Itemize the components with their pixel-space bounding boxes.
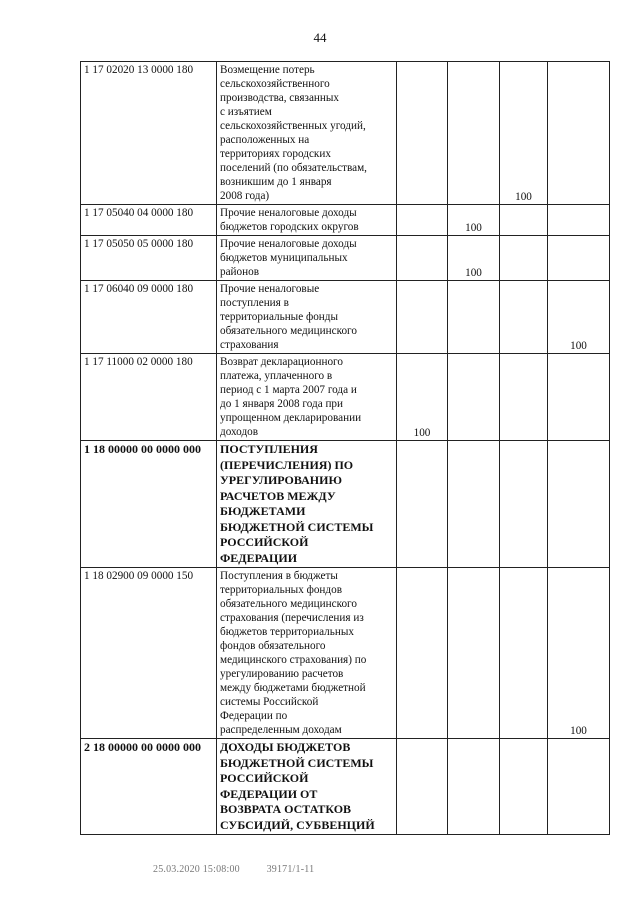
table-row [81,236,610,281]
value-cell-2 [448,354,500,441]
budget-code: 1 18 02900 09 0000 150 [81,568,217,739]
footer-doc-id: 39171/1-11 [266,864,315,875]
value-cell-4 [548,739,610,835]
value-cell-2 [448,281,500,354]
section-title: ДОХОДЫ БЮДЖЕТОВ БЮДЖЕТНОЙ СИСТЕМЫ РОССИЙСКОЙ ФЕДЕРАЦИИ ОТ ВОЗВРАТА ОСТАТКОВ СУБСИДИЙ, СУБВЕНЦИЙ [217,739,397,835]
value-cell-2 [448,739,500,835]
budget-code: 1 17 06040 09 0000 180 [81,281,217,354]
value-cell-1: 100 [397,354,448,441]
value-cell-4 [548,62,610,205]
value-cell-3 [500,205,548,236]
footer-timestamp: 25.03.2020 15:08:00 [153,864,240,875]
value-cell-4 [548,354,610,441]
value-cell-3: 100 [500,62,548,205]
budget-code: 1 17 05040 04 0000 180 [81,205,217,236]
budget-table [80,61,610,835]
value-cell-2 [448,568,500,739]
value-cell-3 [500,236,548,281]
section-row [81,441,610,568]
budget-code: 1 17 11000 02 0000 180 [81,354,217,441]
value-cell-3 [500,354,548,441]
document-footer [153,864,338,875]
value-cell-4 [548,441,610,568]
value-cell-1 [397,441,448,568]
value-cell-1 [397,205,448,236]
budget-code: 2 18 00000 00 0000 000 [81,739,217,835]
page-number: 44 [313,30,327,45]
value-cell-3 [500,568,548,739]
table-row [81,205,610,236]
value-cell-1 [397,739,448,835]
income-name: Возврат декларационного платежа, уплаченного в период с 1 марта 2007 года и до 1 января 2008 года при упрощенном декларировании доходов [217,354,397,441]
table-row [81,354,610,441]
value-cell-4: 100 [548,568,610,739]
budget-code: 1 17 02020 13 0000 180 [81,62,217,205]
value-cell-3 [500,441,548,568]
value-cell-2 [448,441,500,568]
section-title: ПОСТУПЛЕНИЯ (ПЕРЕЧИСЛЕНИЯ) ПО УРЕГУЛИРОВАНИЮ РАСЧЕТОВ МЕЖДУ БЮДЖЕТАМИ БЮДЖЕТНОЙ СИСТЕМЫ РОССИЙСКОЙ ФЕДЕРАЦИИ [217,441,397,568]
table-row [81,568,610,739]
value-cell-1 [397,236,448,281]
income-name: Прочие неналоговые поступления в территориальные фонды обязательного медицинского страхования [217,281,397,354]
value-cell-1 [397,62,448,205]
value-cell-2: 100 [448,205,500,236]
value-cell-4 [548,205,610,236]
value-cell-2: 100 [448,236,500,281]
table-row [81,281,610,354]
value-cell-4: 100 [548,281,610,354]
income-name: Прочие неналоговые доходы бюджетов городских округов [217,205,397,236]
value-cell-1 [397,568,448,739]
income-name: Прочие неналоговые доходы бюджетов муниципальных районов [217,236,397,281]
income-name: Возмещение потерь сельскохозяйственного производства, связанных с изъятием сельскохозяйственных угодий, расположенных на территориях городских поселений (по обязательствам, возникшим до 1 января 2008 года) [217,62,397,205]
value-cell-3 [500,739,548,835]
budget-code: 1 18 00000 00 0000 000 [81,441,217,568]
value-cell-3 [500,281,548,354]
income-name: Поступления в бюджеты территориальных фондов обязательного медицинского страхования (перечисления из бюджетов территориальных фондов обязательного медицинского страхования) по урегулированию расчетов между бюджетами бюджетной системы Российской Федерации по распределенным доходам [217,568,397,739]
value-cell-2 [448,62,500,205]
budget-code: 1 17 05050 05 0000 180 [81,236,217,281]
value-cell-4 [548,236,610,281]
section-row [81,739,610,835]
value-cell-1 [397,281,448,354]
table-row [81,62,610,205]
